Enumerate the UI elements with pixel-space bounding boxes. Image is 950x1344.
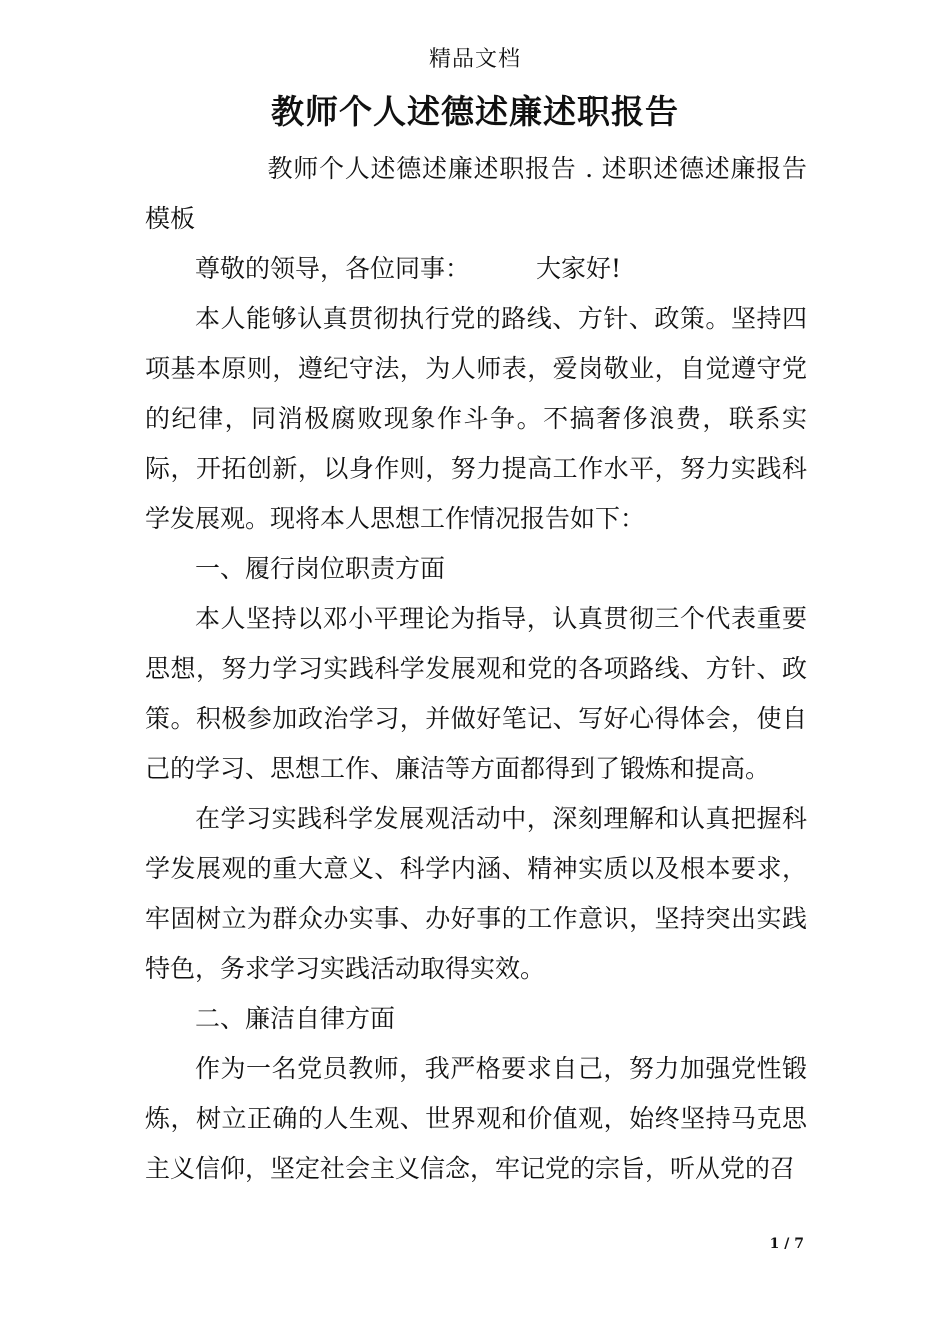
page-header: 精品文档	[428, 47, 521, 72]
section-heading-duties: 一、履行岗位职责方面	[195, 554, 446, 583]
paragraph-theory: 本人坚持以邓小平理论为指导，认真贯彻三个代表重要思想，努力学习实践科学发展观和党的各项路线、方针、政策。积极参加政治学习，并做好笔记、写好心得体会，使自己的学习、思想工作、廉洁等方面都得到了锻炼和提高。	[145, 604, 807, 783]
document-title: 教师个人述德述廉述职报告	[271, 92, 679, 131]
document-subtitle: 教师个人述德述廉述职报告 . 述职述德述廉报告模板	[145, 154, 807, 233]
greeting-line	[145, 244, 807, 294]
document-body	[145, 144, 807, 1194]
paragraph-party-member: 作为一名党员教师，我严格要求自己，努力加强党性锻炼，树立正确的人生观、世界观和价值观，始终坚持马克思主义信仰，坚定社会主义信念，牢记党的宗旨，听从党的召	[145, 1054, 807, 1183]
greeting-salutation: 尊敬的领导，各位同事：	[195, 254, 471, 283]
page-number: 1 / 7	[769, 1236, 804, 1252]
section-heading-integrity: 二、廉洁自律方面	[195, 1004, 396, 1033]
greeting-hello: 大家好!	[536, 254, 622, 283]
paragraph-intro: 本人能够认真贯彻执行党的路线、方针、政策。坚持四项基本原则，遵纪守法，为人师表，爱岗敬业，自觉遵守党的纪律，同消极腐败现象作斗争。不搞奢侈浪费，联系实际，开拓创新，以身作则，努力提高工作水平，努力实践科学发展观。现将本人思想工作情况报告如下：	[145, 304, 807, 533]
paragraph-practice: 在学习实践科学发展观活动中，深刻理解和认真把握科学发展观的重大意义、科学内涵、精神实质以及根本要求，牢固树立为群众办实事、办好事的工作意识，坚持突出实践特色，务求学习实践活动取得实效。	[145, 804, 807, 983]
